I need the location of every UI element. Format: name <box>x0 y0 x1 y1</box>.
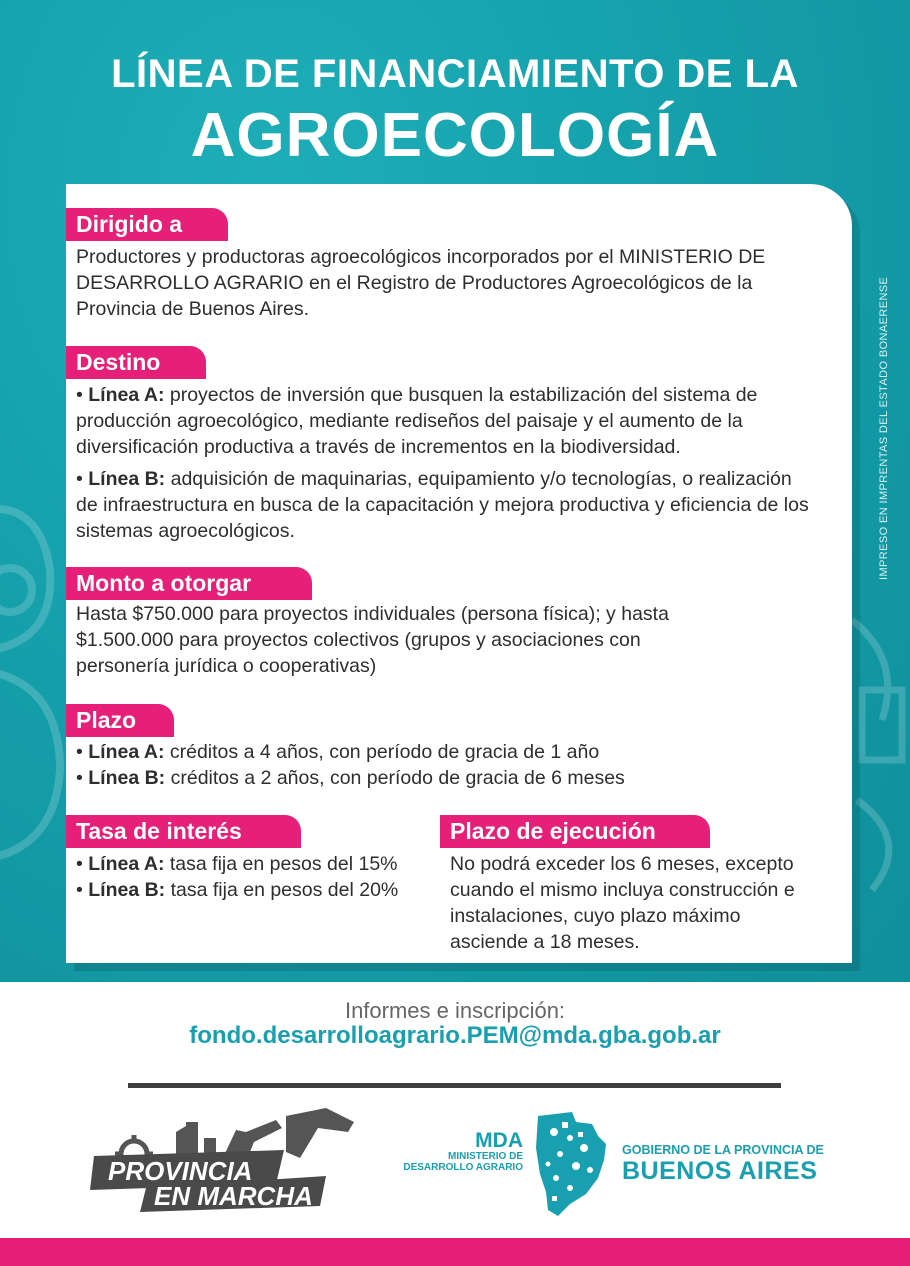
mda-logo <box>378 1130 523 1173</box>
gba-line-2: BUENOS AIRES <box>622 1157 818 1185</box>
info-card <box>66 184 852 963</box>
list-item: • Línea A: proyectos de inversión que busquen la estabilización del sistema de producción agroecológico, mediante rediseños del paisaje y el aumento de la diversificación productiva a través de incrementos en la biodiversidad. <box>76 384 758 458</box>
bottom-bar <box>0 1238 910 1266</box>
decorative-pattern-left <box>0 470 70 890</box>
contact-email-link[interactable]: fondo.desarrolloagrario.PEM@mda.gba.gob.ar <box>189 1022 721 1049</box>
list-item: • Línea B: adquisición de maquinarias, equipamiento y/o tecnologías, o realización de infraestructura en busca de la capacitación y mejora productiva y eficiencia de los sistemas agroecológicos. <box>76 468 809 542</box>
logo-text-line-1: PROVINCIA <box>108 1156 253 1186</box>
printer-note: IMPRESO EN IMPRENTAS DEL ESTADO BONAERENSE <box>878 276 890 580</box>
title-line-2: AGROECOLOGÍA <box>190 101 720 170</box>
section-text-ejecucion: No podrá exceder los 6 meses, excepto cuando el mismo incluya construcción e instalaciones, cuyo plazo máximo asciende a 18 meses. <box>450 853 795 953</box>
mda-line-2: DESARROLLO AGRARIO <box>403 1162 523 1173</box>
section-label-plazo: Plazo <box>66 704 174 737</box>
section-text-monto: Hasta $750.000 para proyectos individuales (persona física); y hasta $1.500.000 para proyectos colectivos (grupos y asociaciones con personería jurídica o cooperativas) <box>76 603 669 677</box>
section-label-dirigido: Dirigido a <box>66 208 228 241</box>
mda-line-1: MINISTERIO DE <box>447 1151 523 1162</box>
section-list-destino <box>76 382 816 544</box>
list-item: • Línea B: créditos a 2 años, con período de gracia de 6 meses <box>76 767 625 789</box>
list-item: • Línea B: tasa fija en pesos del 20% <box>76 879 399 901</box>
section-list-plazo <box>76 739 816 791</box>
gba-logo <box>622 1143 824 1186</box>
list-item: • Línea A: créditos a 4 años, con período de gracia de 1 año <box>76 741 600 763</box>
section-list-tasa <box>76 851 436 903</box>
list-item: • Línea A: tasa fija en pesos del 15% <box>76 853 398 875</box>
logo-text-line-2: EN MARCHA <box>154 1181 313 1211</box>
info-label: Informes e inscripción: <box>344 998 566 1023</box>
decorative-pattern-right <box>852 600 910 900</box>
section-text-dirigido: Productores y productoras agroecológicos incorporados por el MINISTERIO DE DESARROLLO AGRARIO en el Registro de Productores Agroecológicos de la Provincia de Buenos Aires. <box>76 246 766 320</box>
section-label-destino: Destino <box>66 346 206 379</box>
gba-line-1: GOBIERNO DE LA PROVINCIA DE <box>622 1143 824 1157</box>
section-label-monto: Monto a otorgar <box>66 567 312 600</box>
mda-abbr: MDA <box>475 1129 523 1152</box>
buenos-aires-map-icon <box>532 1108 612 1220</box>
section-label-ejecucion: Plazo de ejecución <box>440 815 710 848</box>
title-line-1: LÍNEA DE FINANCIAMIENTO DE LA <box>111 52 799 96</box>
section-label-tasa: Tasa de interés <box>66 815 301 848</box>
provincia-en-marcha-logo <box>86 1102 366 1212</box>
divider <box>128 1083 781 1088</box>
